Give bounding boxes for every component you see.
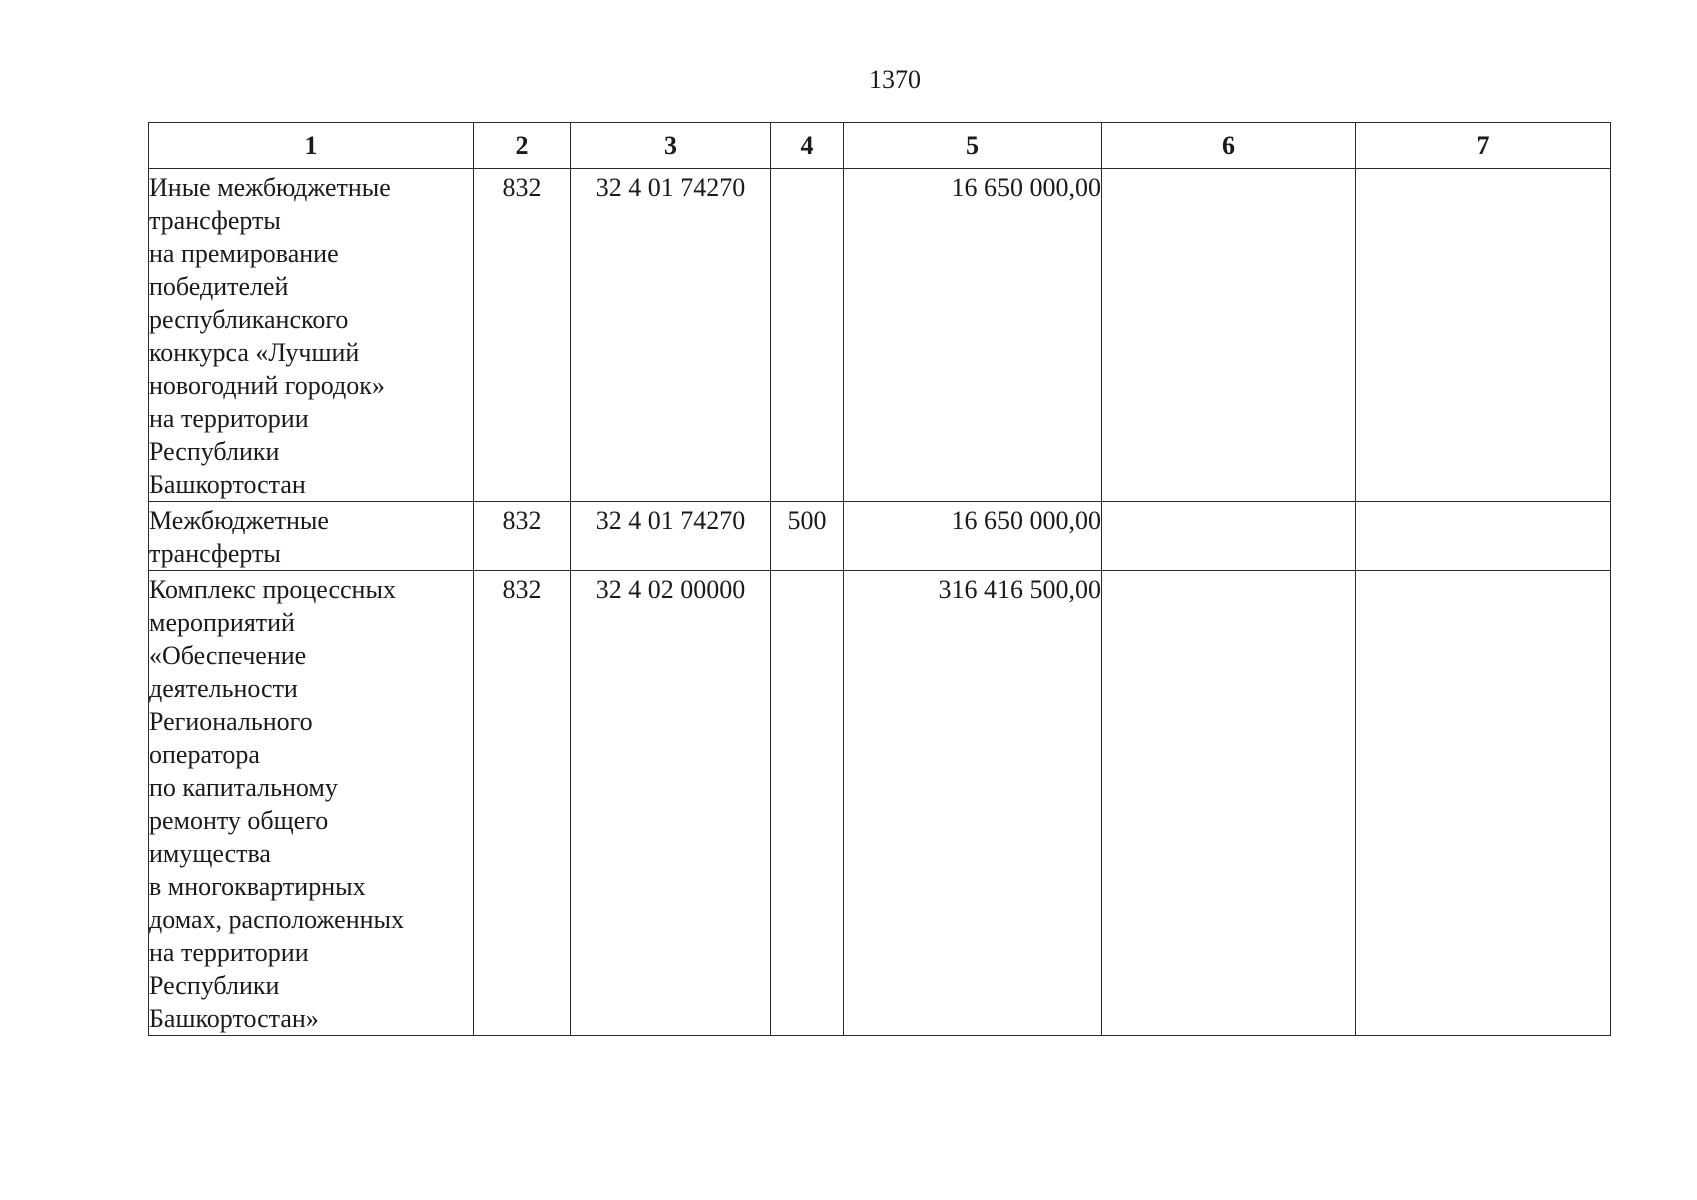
name-line: на территории [149,404,309,433]
header-row [149,123,1611,169]
name-line: конкурса «Лучший [149,338,360,367]
col7-cell [1356,571,1611,1036]
col7-cell [1356,502,1611,571]
name-line: Межбюджетные [149,506,329,535]
name-line: оператора [149,740,260,769]
row-name-cell [149,502,474,571]
header-col-1: 1 [149,123,474,169]
name-line: Регионального [149,707,313,736]
name-line: ремонту общего [149,806,329,835]
name-line: деятельности [149,674,298,703]
expense-type-cell [771,571,844,1036]
name-line: домах, расположенных [149,905,404,934]
expense-type-cell: 500 [771,502,844,571]
name-line: трансферты [149,539,281,568]
name-line: Башкортостан» [149,1004,319,1033]
name-line: мероприятий [149,608,295,637]
name-line: победителей [149,272,289,301]
amount-cell: 316 416 500,00 [844,571,1102,1036]
amount-cell: 16 650 000,00 [844,502,1102,571]
header-col-4: 4 [771,123,844,169]
col6-cell [1102,571,1356,1036]
col6-cell [1102,169,1356,502]
expense-type-cell [771,169,844,502]
target-code-cell: 32 4 01 74270 [571,502,771,571]
table-row [149,169,1611,502]
ministry-code-cell: 832 [474,502,571,571]
row-name-cell [149,571,474,1036]
page-number: 1370 [869,65,921,94]
name-line: имущества [149,839,271,868]
row-name-cell [149,169,474,502]
amount-cell: 16 650 000,00 [844,169,1102,502]
table-row [149,502,1611,571]
target-code-cell: 32 4 02 00000 [571,571,771,1036]
name-line: Иные межбюджетные [149,173,391,202]
name-line: Республики [149,971,280,1000]
name-line: по капитальному [149,773,338,802]
header-col-7: 7 [1356,123,1611,169]
target-code-cell: 32 4 01 74270 [571,169,771,502]
header-col-6: 6 [1102,123,1356,169]
header-col-3: 3 [571,123,771,169]
name-line: Республики [149,437,280,466]
name-line: республиканского [149,305,349,334]
name-line: «Обеспечение [149,641,307,670]
name-line: трансферты [149,206,281,235]
name-line: Комплекс процессных [149,575,396,604]
name-line: новогодний городок» [149,371,385,400]
table-row [149,571,1611,1036]
name-line: в многоквартирных [149,872,366,901]
header-col-5: 5 [844,123,1102,169]
budget-table [148,122,1611,1036]
ministry-code-cell: 832 [474,169,571,502]
col7-cell [1356,169,1611,502]
name-line: на территории [149,938,309,967]
name-line: Башкортостан [149,470,306,499]
header-col-2: 2 [474,123,571,169]
col6-cell [1102,502,1356,571]
name-line: на премирование [149,239,339,268]
ministry-code-cell: 832 [474,571,571,1036]
